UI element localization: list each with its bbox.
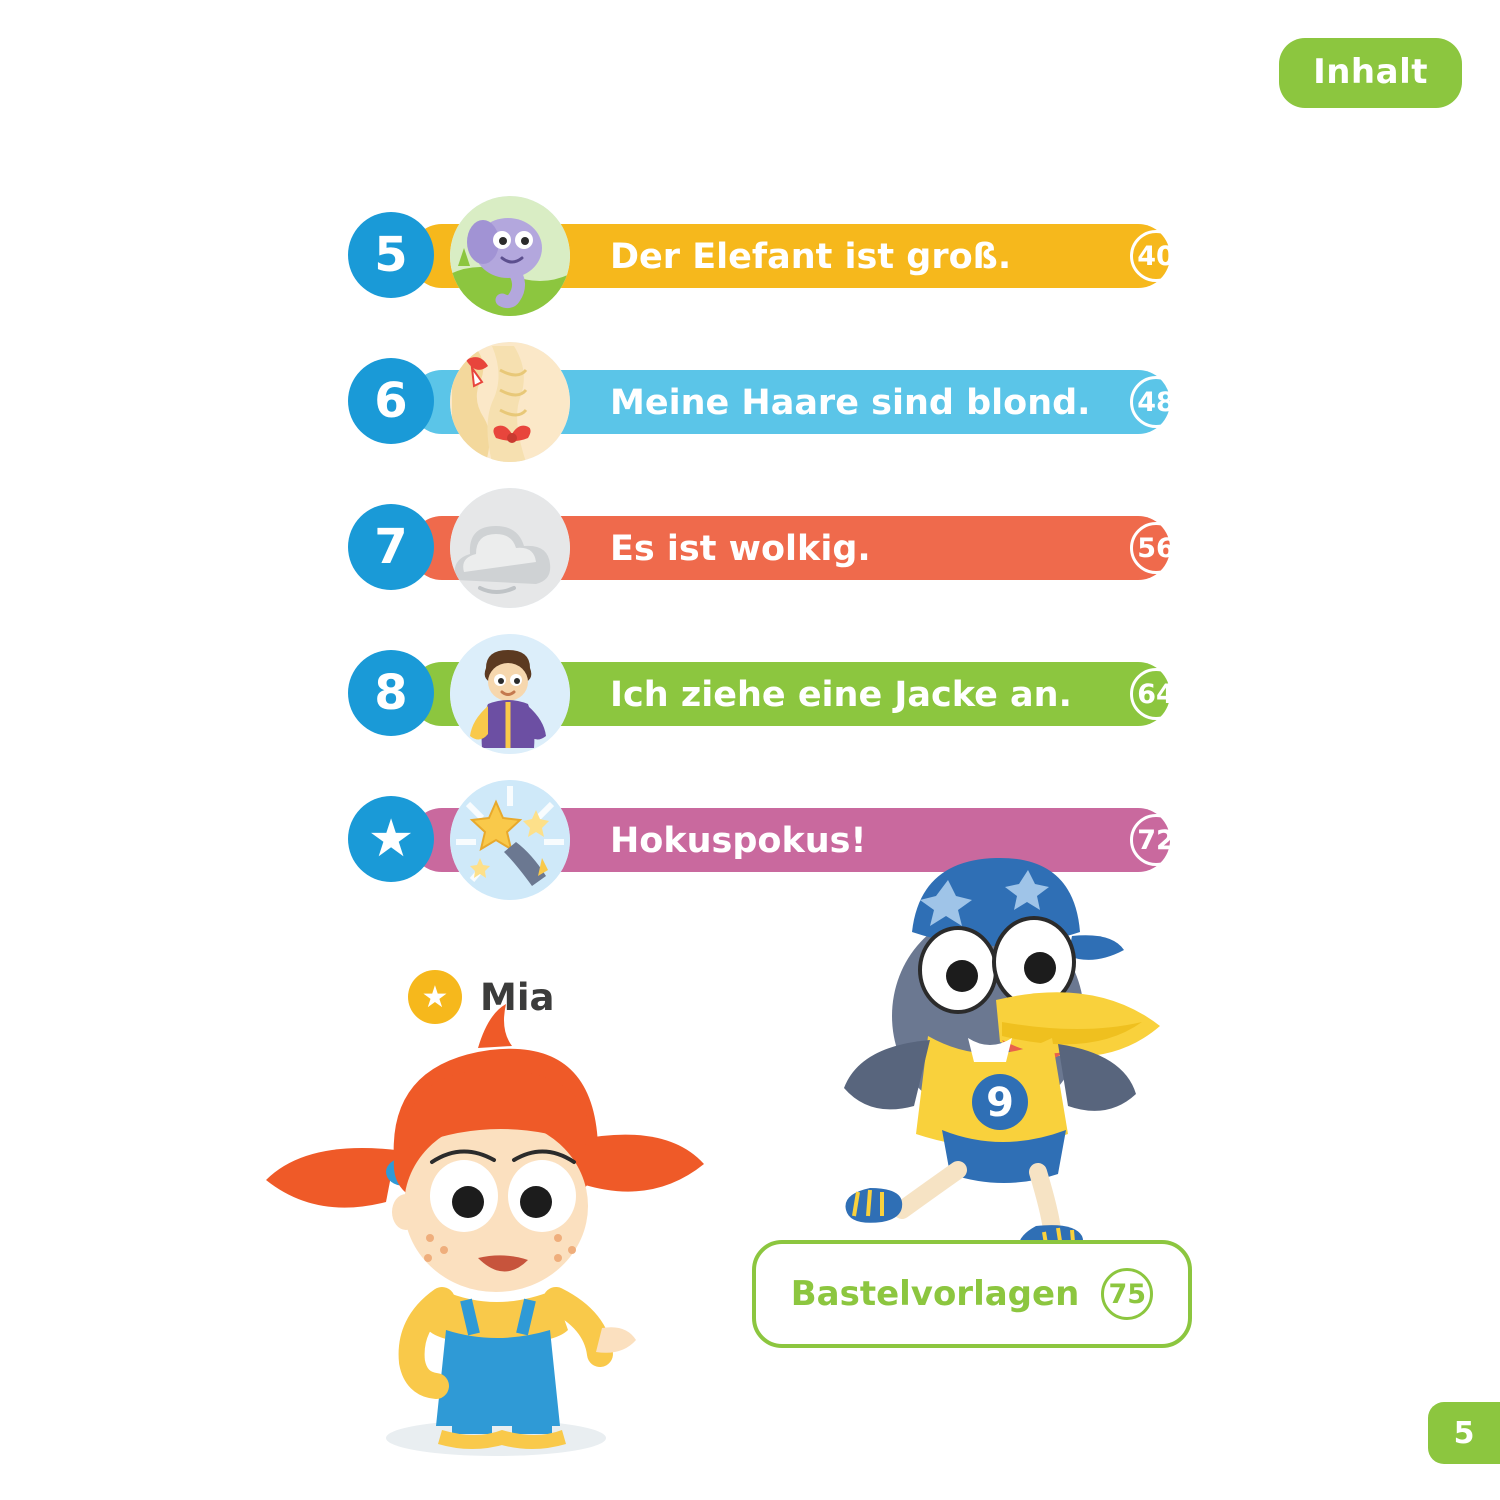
- page-number-badge: 40: [1130, 230, 1182, 282]
- table-of-contents: [348, 196, 1188, 926]
- table-row[interactable]: [348, 196, 1188, 316]
- mia-illustration: [246, 1000, 716, 1460]
- elephant-illustration: [450, 196, 570, 316]
- table-row[interactable]: [348, 634, 1188, 754]
- page-number: 5: [1428, 1402, 1500, 1464]
- row-title: Hokuspokus!: [610, 821, 867, 861]
- magic-wand-illustration: [450, 780, 570, 900]
- page-number-badge: 56: [1130, 522, 1182, 574]
- boy-with-jacket-illustration: [450, 634, 570, 754]
- row-number-badge: 5: [348, 212, 434, 298]
- bastelvorlagen-entry[interactable]: [752, 1240, 1192, 1348]
- page-number-badge: 75: [1101, 1268, 1153, 1320]
- row-number-badge: 6: [348, 358, 434, 444]
- character-name: Mia: [480, 975, 555, 1019]
- row-title: Der Elefant ist groß.: [610, 237, 1012, 277]
- section-tab-inhalt: Inhalt: [1279, 38, 1462, 108]
- row-star-badge: ★: [348, 796, 434, 882]
- row-number-badge: 7: [348, 504, 434, 590]
- page-number-badge: 48: [1130, 376, 1182, 428]
- row-number-badge: 8: [348, 650, 434, 736]
- table-row[interactable]: [348, 342, 1188, 462]
- page-number-badge: 72: [1130, 814, 1182, 866]
- raven-character-illustration: [752, 840, 1202, 1270]
- cloud-illustration: [450, 488, 570, 608]
- jersey-number: 9: [986, 1080, 1014, 1126]
- page-number-badge: 64: [1130, 668, 1182, 720]
- star-icon: ★: [408, 970, 462, 1024]
- table-row[interactable]: [348, 488, 1188, 608]
- row-title: Ich ziehe eine Jacke an.: [610, 675, 1072, 715]
- braided-hair-illustration: [450, 342, 570, 462]
- row-title: Es ist wolkig.: [610, 529, 871, 569]
- row-title: Meine Haare sind blond.: [610, 383, 1091, 423]
- bastelvorlagen-label: Bastelvorlagen: [790, 1274, 1080, 1314]
